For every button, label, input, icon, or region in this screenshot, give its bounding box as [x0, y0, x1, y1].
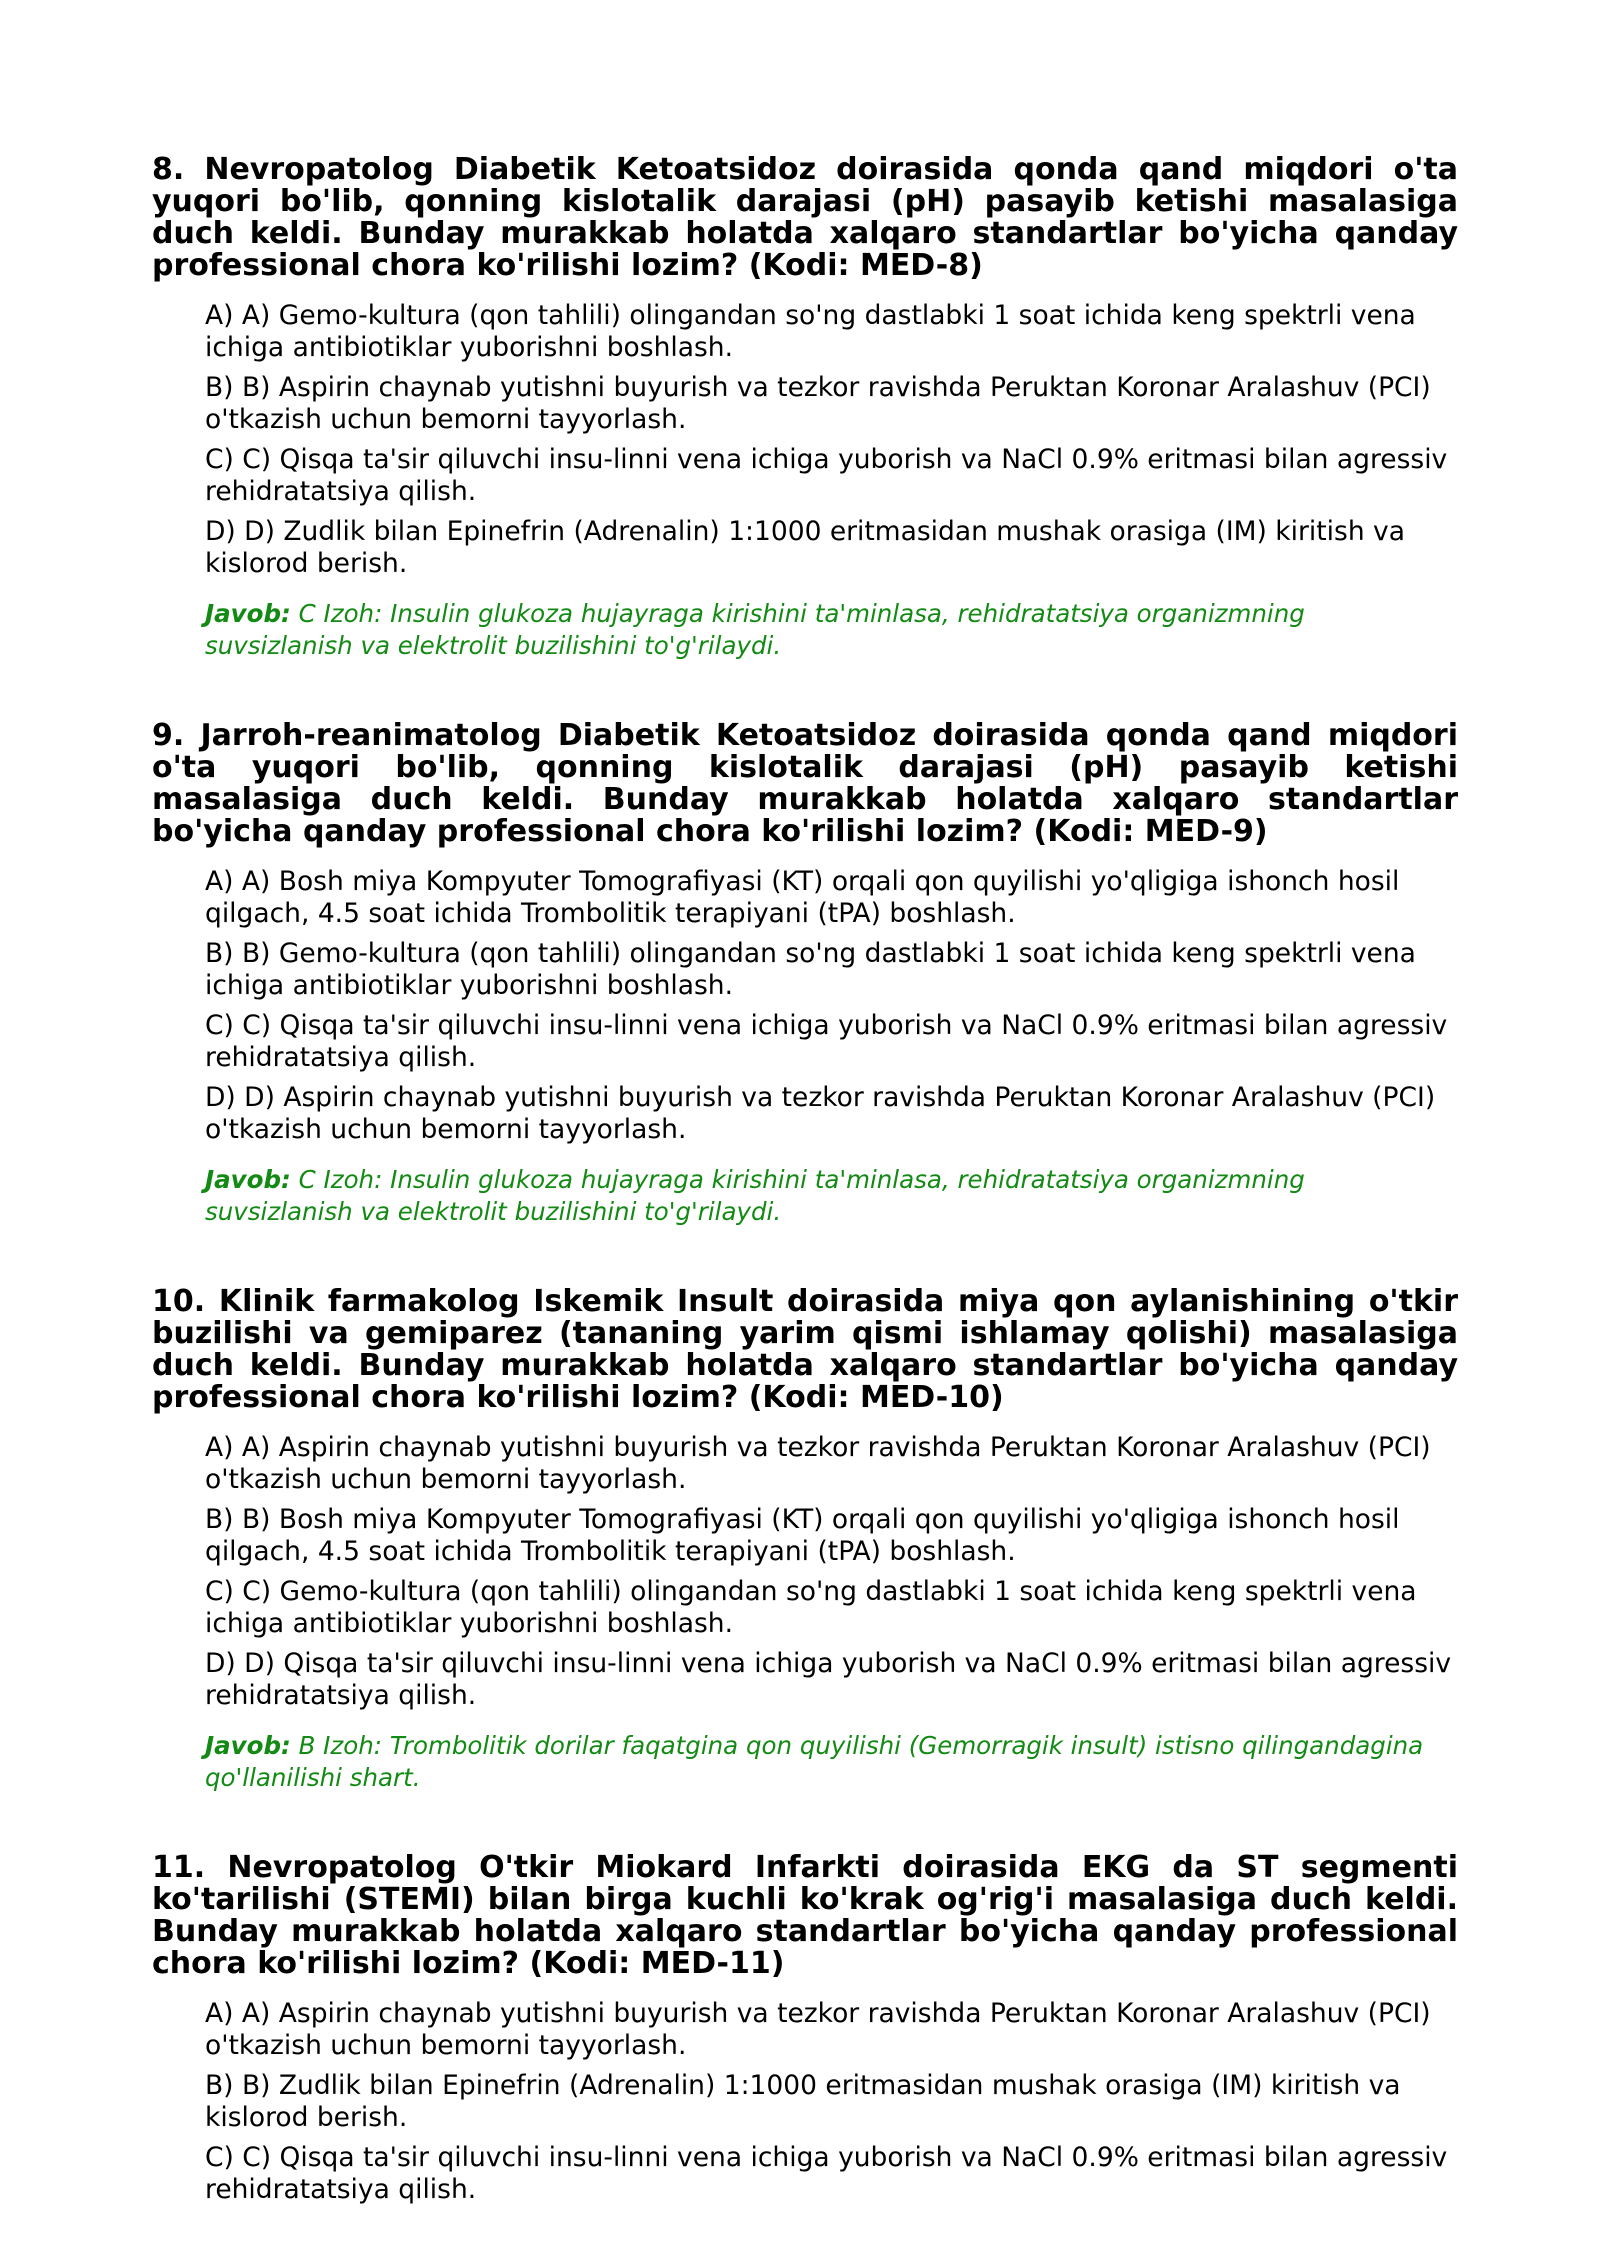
- answer-text: B Izoh: Trombolitik dorilar faqatgina qon quyilishi (Gemorragik insult) istisno qilingandagina qo'llanilishi shart.: [205, 1731, 1424, 1792]
- option-b: B) B) Zudlik bilan Epinefrin (Adrenalin) 1:1000 eritmasidan mushak orasiga (IM) kiritish va kislorod berish.: [205, 2070, 1401, 2133]
- option-c: C) C) Qisqa ta'sir qiluvchi insu-linni vena ichiga yuborish va NaCl 0.9% eritmasi bilan agressiv rehidratatsiya qilish.: [205, 2142, 1448, 2205]
- question-title: 11. Nevropatolog O'tkir Miokard Infarkti doirasida EKG da ST segmenti ko'tarilishi (STEMI) bilan birga kuchli ko'krak og'rig'i masalasiga duch keldi. Bunday murakkab holatda xalqaro standartlar bo'yicha qanday professional chora ko'rilishi lozim? (Kodi: MED-11): [152, 1850, 1458, 1981]
- answer-label: Javob:: [205, 1731, 291, 1760]
- option-b: B) B) Gemo-kultura (qon tahlili) olingandan so'ng dastlabki 1 soat ichida keng spektrli vena ichiga antibiotiklar yuborishni boshlash.: [205, 938, 1416, 1001]
- question-title: 8. Nevropatolog Diabetik Ketoatsidoz doirasida qonda qand miqdori o'ta yuqori bo'lib, qonning kislotalik darajasi (pH) pasayib ketishi masalasiga duch keldi. Bunday murakkab holatda xalqaro standartlar bo'yicha qanday professional chora ko'rilishi lozim? (Kodi: MED-8): [152, 152, 1458, 283]
- option-b: B) B) Bosh miya Kompyuter Tomografiyasi (KT) orqali qon quyilishi yo'qligiga ishonch hosil qilgach, 4.5 soat ichida Trombolitik terapiyani (tPA) boshlash.: [205, 1504, 1400, 1567]
- question-title: 9. Jarroh-reanimatolog Diabetik Ketoatsidoz doirasida qonda qand miqdori o'ta yuqori bo'lib, qonning kislotalik darajasi (pH) pasayib ketishi masalasiga duch keldi. Bunday murakkab holatda xalqaro standartlar bo'yicha qanday professional chora ko'rilishi lozim? (Kodi: MED-9): [152, 718, 1458, 849]
- answer-text: C Izoh: Insulin glukoza hujayraga kirishini ta'minlasa, rehidratatsiya organizmning suvsizlanish va elektrolit buzilishini to'g'rilaydi.: [205, 1165, 1305, 1226]
- question-8: [152, 154, 1458, 662]
- option-c: C) C) Gemo-kultura (qon tahlili) olingandan so'ng dastlabki 1 soat ichida keng spektrli vena ichiga antibiotiklar yuborishni boshlash.: [205, 1576, 1417, 1639]
- option-a: A) A) Aspirin chaynab yutishni buyurish va tezkor ravishda Peruktan Koronar Aralashuv (PCI) o'tkazish uchun bemorni tayyorlash.: [205, 1432, 1431, 1495]
- answer-label: Javob:: [205, 1165, 291, 1194]
- option-c: C) C) Qisqa ta'sir qiluvchi insu-linni vena ichiga yuborish va NaCl 0.9% eritmasi bilan agressiv rehidratatsiya qilish.: [205, 444, 1448, 507]
- answer-explanation: [205, 1730, 1458, 1794]
- option-d: D) D) Qisqa ta'sir qiluvchi insu-linni vena ichiga yuborish va NaCl 0.9% eritmasi bilan agressiv rehidratatsiya qilish.: [205, 1648, 1452, 1711]
- question-9: [152, 720, 1458, 1228]
- answer-text: C Izoh: Insulin glukoza hujayraga kirishini ta'minlasa, rehidratatsiya organizmning suvsizlanish va elektrolit buzilishini to'g'rilaydi.: [205, 599, 1305, 660]
- option-d: D) D) Zudlik bilan Epinefrin (Adrenalin) 1:1000 eritmasidan mushak orasiga (IM) kiritish va kislorod berish.: [205, 516, 1405, 579]
- option-a: A) A) Bosh miya Kompyuter Tomografiyasi (KT) orqali qon quyilishi yo'qligiga ishonch hosil qilgach, 4.5 soat ichida Trombolitik terapiyani (tPA) boshlash.: [205, 866, 1400, 929]
- question-10: [152, 1286, 1458, 1794]
- answer-label: Javob:: [205, 599, 291, 628]
- question-title: 10. Klinik farmakolog Iskemik Insult doirasida miya qon aylanishining o'tkir buzilishi va gemiparez (tananing yarim qismi ishlamay qolishi) masalasiga duch keldi. Bunday murakkab holatda xalqaro standartlar bo'yicha qanday professional chora ko'rilishi lozim? (Kodi: MED-10): [152, 1284, 1458, 1415]
- option-c: C) C) Qisqa ta'sir qiluvchi insu-linni vena ichiga yuborish va NaCl 0.9% eritmasi bilan agressiv rehidratatsiya qilish.: [205, 1010, 1448, 1073]
- option-a: A) A) Gemo-kultura (qon tahlili) olingandan so'ng dastlabki 1 soat ichida keng spektrli vena ichiga antibiotiklar yuborishni boshlash.: [205, 300, 1416, 363]
- option-a: A) A) Aspirin chaynab yutishni buyurish va tezkor ravishda Peruktan Koronar Aralashuv (PCI) o'tkazish uchun bemorni tayyorlash.: [205, 1998, 1431, 2061]
- answer-explanation: [205, 598, 1458, 662]
- option-d: D) D) Aspirin chaynab yutishni buyurish va tezkor ravishda Peruktan Koronar Aralashuv (PCI) o'tkazish uchun bemorni tayyorlash.: [205, 1082, 1436, 1145]
- option-b: B) B) Aspirin chaynab yutishni buyurish va tezkor ravishda Peruktan Koronar Aralashuv (PCI) o'tkazish uchun bemorni tayyorlash.: [205, 372, 1431, 435]
- answer-explanation: [205, 1164, 1458, 1228]
- question-11: [152, 1852, 1458, 2206]
